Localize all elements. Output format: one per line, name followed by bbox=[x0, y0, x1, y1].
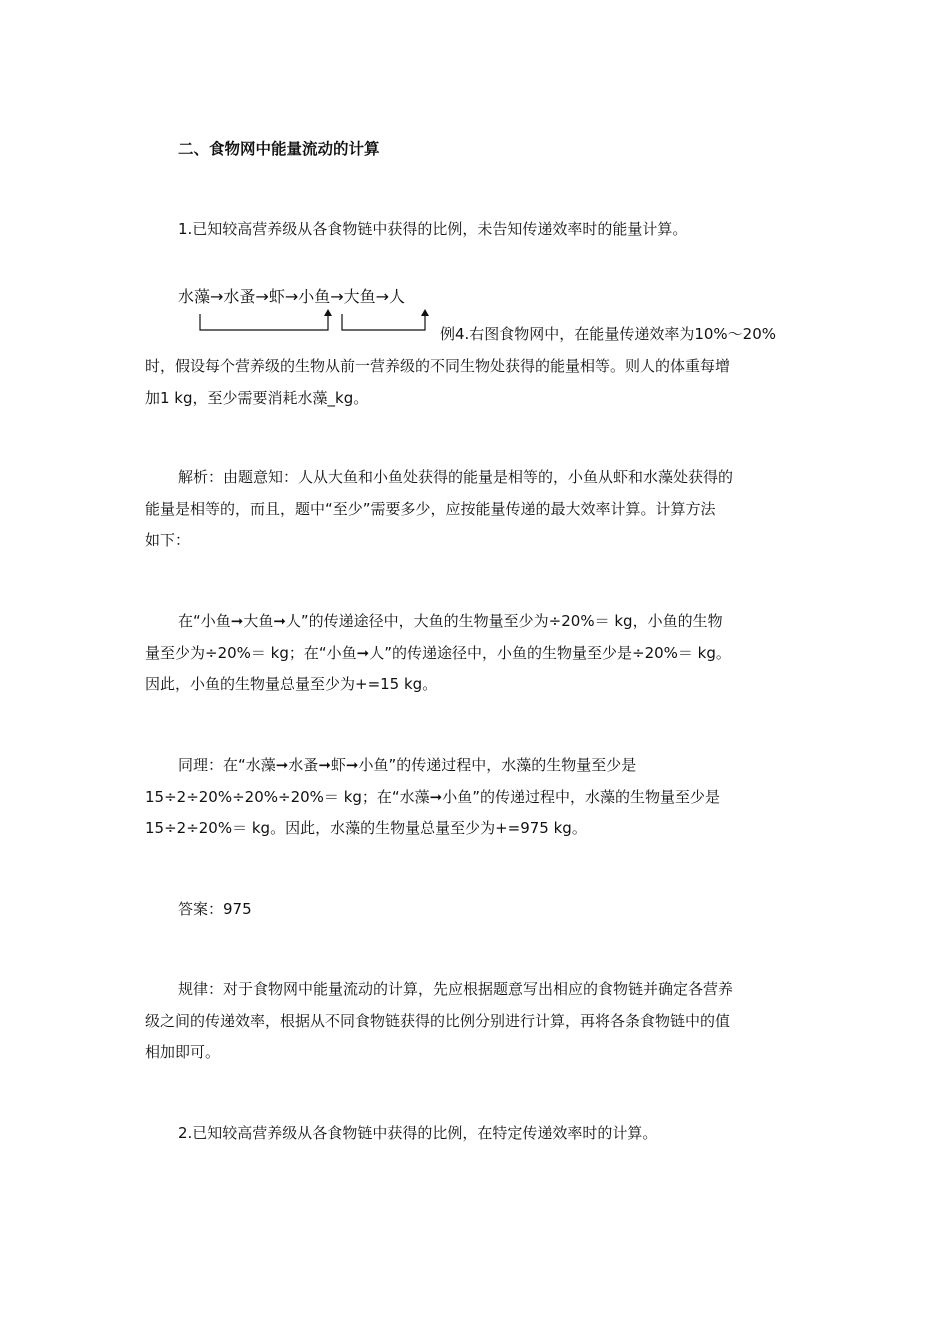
calc-1-line-2: 量至少为÷20%＝ kg；在“小鱼➞人”的传递途径中，小鱼的生物量至少是÷20%＝ kg。 bbox=[145, 644, 731, 662]
analysis-line-1: 解析：由题意知：人从大鱼和小鱼处获得的能量是相等的，小鱼从虾和水藻处获得的 bbox=[178, 468, 734, 486]
calc-2-line-3: 15÷2÷20%＝ kg。因此，水藻的生物量总量至少为+=975 kg。 bbox=[145, 819, 587, 837]
section-title: 二、食物网中能量流动的计算 bbox=[178, 140, 380, 158]
arrowhead-human bbox=[421, 309, 429, 316]
connector-small-fish-to-human bbox=[342, 312, 425, 330]
rule-line-3: 相加即可。 bbox=[145, 1043, 221, 1061]
calc-1-line-1: 在“小鱼➞大鱼➞人”的传递途径中，大鱼的生物量至少为÷20%＝ kg，小鱼的生物 bbox=[178, 612, 723, 630]
item-2-heading: 2.已知较高营养级从各食物链中获得的比例，在特定传递效率时的计算。 bbox=[178, 1124, 658, 1142]
calc-2-line-1: 同理：在“水藻➞水蚤➞虾➞小鱼”的传递过程中，水藻的生物量至少是 bbox=[178, 756, 637, 774]
food-chain-text: 水藻→水蚤→虾→小鱼→大鱼→人 bbox=[178, 287, 406, 306]
calc-1-line-3: 因此，小鱼的生物量总量至少为+=15 kg。 bbox=[145, 675, 438, 693]
arrowhead-small-fish bbox=[324, 309, 332, 316]
calc-2-line-2: 15÷2÷20%÷20%÷20%＝ kg；在“水藻➞小鱼”的传递过程中，水藻的生物量至少是 bbox=[145, 788, 721, 806]
item-1-heading: 1.已知较高营养级从各食物链中获得的比例，未告知传递效率时的能量计算。 bbox=[178, 220, 688, 238]
food-web-diagram bbox=[178, 286, 438, 334]
connector-algae-to-small-fish bbox=[200, 312, 328, 330]
example-line-2: 时，假设每个营养级的生物从前一营养级的不同生物处获得的能量相等。则人的体重每增 bbox=[145, 357, 731, 375]
example-line-1: 例4.右图食物网中，在能量传递效率为10%～20% bbox=[440, 325, 776, 343]
rule-line-1: 规律：对于食物网中能量流动的计算，先应根据题意写出相应的食物链并确定各营养 bbox=[178, 980, 734, 998]
rule-line-2: 级之间的传递效率，根据从不同食物链获得的比例分别进行计算，再将各条食物链中的值 bbox=[145, 1012, 731, 1030]
food-web-connectors bbox=[178, 286, 438, 334]
analysis-line-3: 如下： bbox=[145, 531, 191, 549]
answer: 答案：975 bbox=[178, 900, 252, 918]
analysis-line-2: 能量是相等的，而且，题中“至少”需要多少，应按能量传递的最大效率计算。计算方法 bbox=[145, 500, 716, 518]
example-line-3: 加1 kg，至少需要消耗水藻_kg。 bbox=[145, 389, 369, 407]
